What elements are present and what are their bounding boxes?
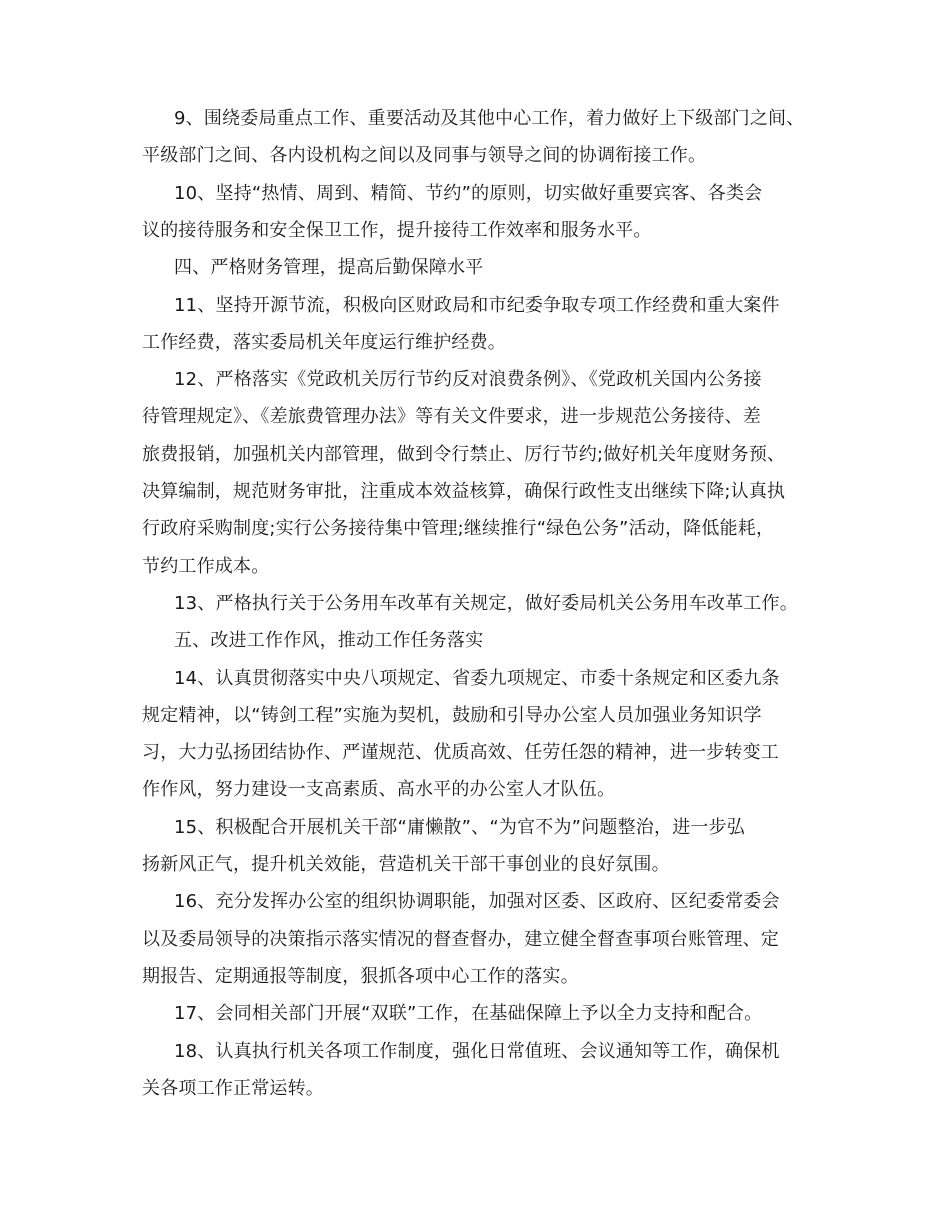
paragraph-line: 作作风，努力建设一支高素质、高水平的办公室人才队伍。 xyxy=(142,779,616,801)
paragraph-first-line: 12、严格落实《党政机关厉行节约反对浪费条例》、《党政机关国内公务接 xyxy=(174,369,762,391)
paragraph-line: 期报告、定期通报等制度，狠抓各项中心工作的落实。 xyxy=(142,965,579,987)
paragraph-first-line: 9、围绕委局重点工作、重要活动及其他中心工作，着力做好上下级部门之间、 xyxy=(174,108,805,129)
paragraph-line: 以及委局领导的决策指示落实情况的督查督办，建立健全督查事项台账管理、定 xyxy=(142,928,779,950)
paragraph-line: 议的接待服务和安全保卫工作，提升接待工作效率和服务水平。 xyxy=(142,219,652,241)
paragraph-line: 平级部门之间、各内设机构之间以及同事与领导之间的协调衔接工作。 xyxy=(142,145,707,167)
paragraph-line: 关各项工作正常运转。 xyxy=(142,1077,324,1099)
paragraph-line: 旅费报销，加强机关内部管理，做到令行禁止、厉行节约;做好机关年度财务预、 xyxy=(142,443,786,465)
paragraph-line: 节约工作成本。 xyxy=(142,555,270,577)
paragraph-first-line: 14、认真贯彻落实中央八项规定、省委九项规定、市委十条规定和区委九条 xyxy=(174,667,780,689)
paragraph-first-line: 18、认真执行机关各项工作制度，强化日常值班、会议通知等工作，确保机 xyxy=(174,1040,780,1062)
paragraph-line: 工作经费，落实委局机关年度运行维护经费。 xyxy=(142,331,506,353)
paragraph-first-line: 10、坚持“热情、周到、精简、节约”的原则，切实做好重要宾客、各类会 xyxy=(174,182,763,204)
paragraph-line: 待管理规定》、《差旅费管理办法》等有关文件要求，进一步规范公务接待、差 xyxy=(142,406,761,428)
paragraph-first-line: 16、充分发挥办公室的组织协调职能，加强对区委、区政府、区纪委常委会 xyxy=(174,891,780,913)
paragraph-first-line: 五、改进工作作风，推动工作任务落实 xyxy=(174,630,484,652)
paragraph-first-line: 17、会同相关部门开展“双联”工作，在基础保障上予以全力支持和配合。 xyxy=(174,1003,763,1025)
paragraph-first-line: 13、严格执行关于公务用车改革有关规定，做好委局机关公务用车改革工作。 xyxy=(174,592,798,614)
paragraph-line: 决算编制，规范财务审批，注重成本效益核算，确保行政性支出继续下降;认真执 xyxy=(142,481,786,502)
paragraph-first-line: 11、坚持开源节流，积极向区财政局和市纪委争取专项工作经费和重大案件 xyxy=(174,294,780,316)
paragraph-first-line: 四、严格财务管理，提高后勤保障水平 xyxy=(174,257,484,279)
paragraph-first-line: 15、积极配合开展机关干部“庸懒散”、“为官不为”问题整治，进一步弘 xyxy=(174,816,746,838)
paragraph-line: 规定精神，以“铸剑工程”实施为契机，鼓励和引导办公室人员加强业务知识学 xyxy=(142,704,762,726)
paragraph-line: 习，大力弘扬团结协作、严谨规范、优质高效、任劳任怨的精神，进一步转变工 xyxy=(142,742,779,764)
paragraph-line: 行政府采购制度;实行公务接待集中管理;继续推行“绿色公务”活动，降低能耗， xyxy=(142,518,775,540)
paragraph-line: 扬新风正气，提升机关效能，营造机关干部干事创业的良好氛围。 xyxy=(142,854,670,875)
